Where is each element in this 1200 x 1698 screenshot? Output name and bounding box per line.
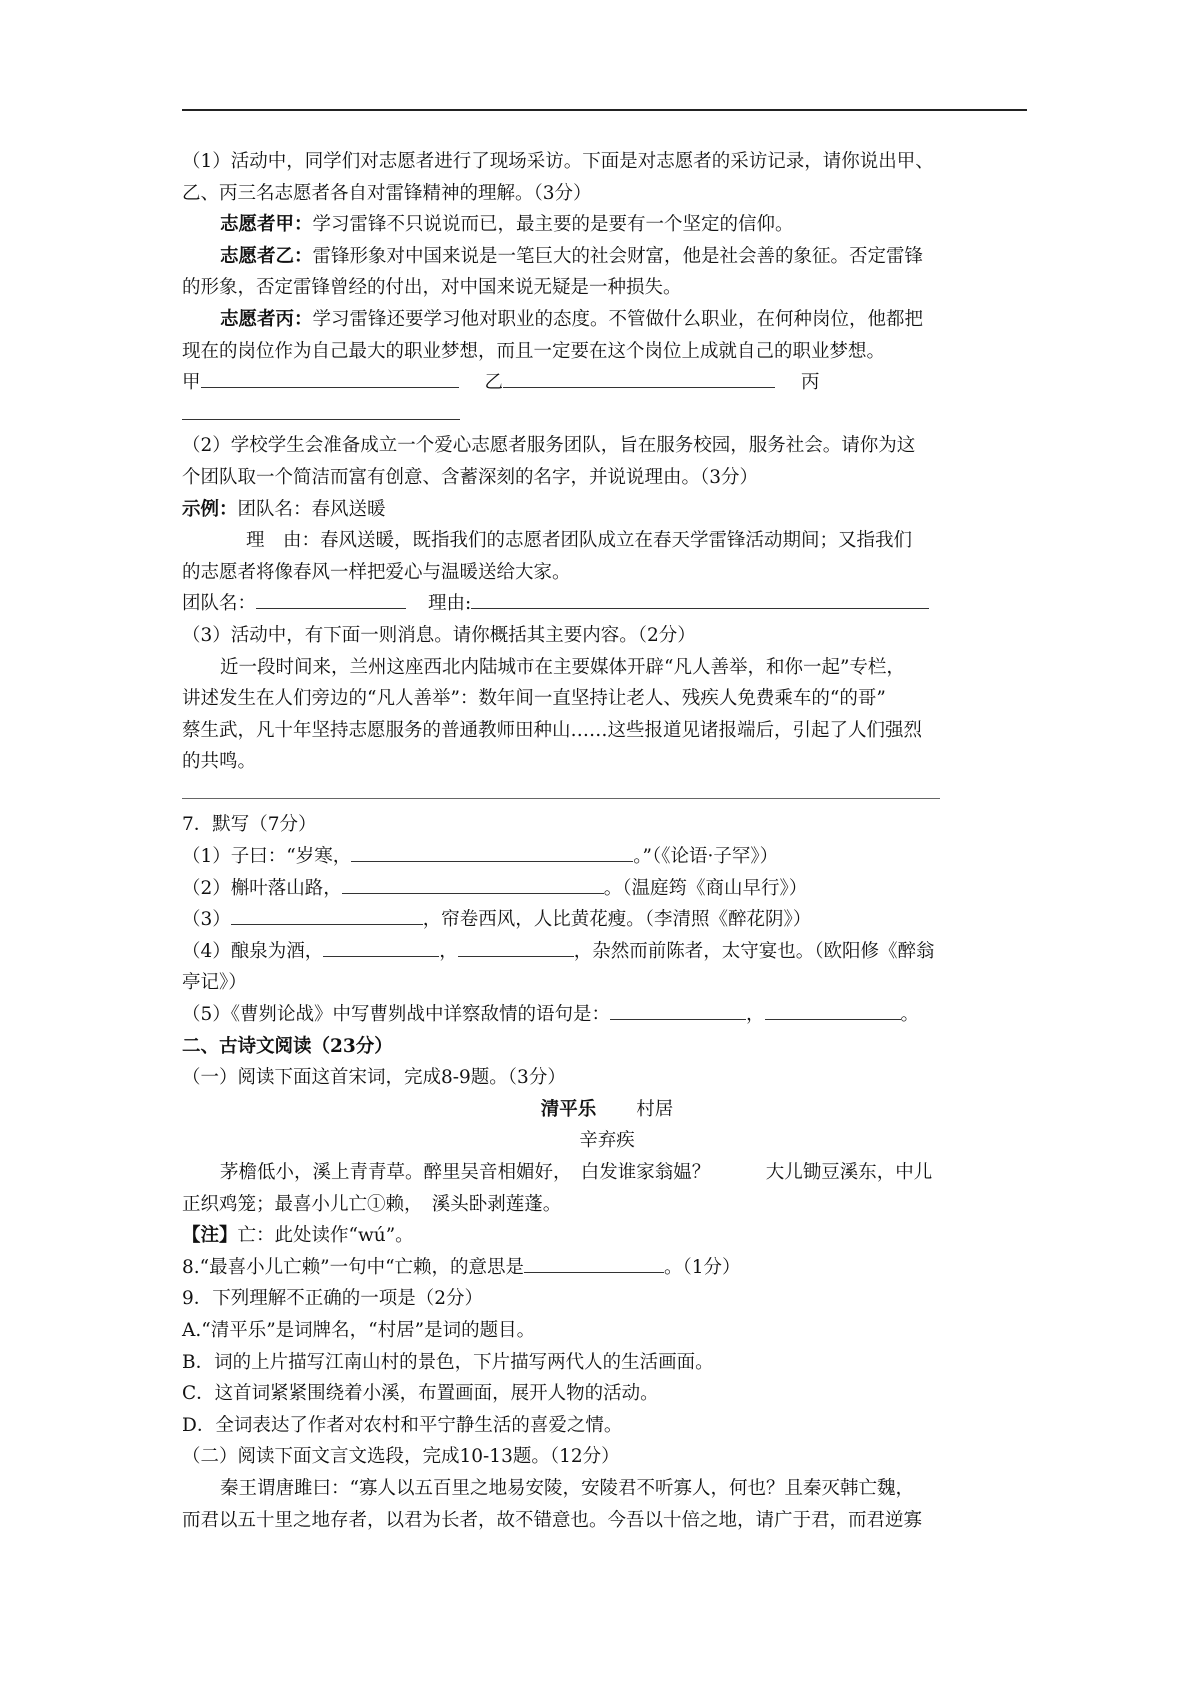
volunteer-c-text-cont: 现在的岗位作为自己最大的职业梦想，而且一定要在这个岗位上成就自己的职业梦想。 xyxy=(182,340,886,362)
q7-item2-suffix: 。（温庭筠《商山早行》） xyxy=(603,877,808,899)
poem-title: 清平乐 xyxy=(540,1098,597,1120)
q7-item5-suffix: 。 xyxy=(900,1004,920,1026)
prose-line2: 而君以五十里之地存者，以君为长者，故不错意也。今吾以十倍之地，请广于君，而君逆寡 xyxy=(182,1509,923,1531)
poem-subtitle: 村居 xyxy=(636,1098,674,1120)
q7-item5 xyxy=(182,999,1032,1031)
volunteer-b-text-cont: 的形象，否定雷锋曾经的付出，对中国来说无疑是一种损失。 xyxy=(182,277,682,299)
volunteer-a-line xyxy=(182,209,1032,241)
volunteer-a-text: 学习雷锋不只说说而已，最主要的是要有一个坚定的信仰。 xyxy=(312,214,794,236)
example-reason-cont: 的志愿者将像春风一样把爱心与温暖送给大家。 xyxy=(182,561,571,583)
q8-suffix: 。（1分） xyxy=(664,1256,741,1278)
q7-item1-blank[interactable] xyxy=(351,841,633,862)
q6-part3: （3）活动中，有下面一则消息。请你概括其主要内容。（2分） xyxy=(182,624,696,646)
q9: 9．下列理解不正确的一项是（2分） xyxy=(182,1288,484,1310)
answer-c-label: 丙 xyxy=(801,372,820,394)
example-reason-label: 理 由： xyxy=(246,530,321,552)
q7-item3-suffix: ，帘卷西风，人比黄花瘦。（李清照《醉花阴》） xyxy=(422,909,812,931)
team-name-blank[interactable] xyxy=(256,588,406,609)
answer-c-line xyxy=(182,399,1032,431)
poem-line1: 茅檐低小，溪上青青草。醉里吴音相媚好， 白发谁家翁媪？ 大儿锄豆溪东，中儿 xyxy=(220,1162,933,1183)
news-line2: 讲述发生在人们旁边的“凡人善举”：数年间一直坚持让老人、残疾人免费乘车的“的哥” xyxy=(182,688,886,710)
answer-c-blank[interactable] xyxy=(182,399,460,420)
answer-line-abc xyxy=(182,367,1032,399)
answer-b-label: 乙 xyxy=(484,372,504,394)
q9-option-c: C．这首词紧紧围绕着小溪，布置画面，展开人物的活动。 xyxy=(182,1383,659,1405)
example-team-name: 团队名：春风送暖 xyxy=(237,498,386,520)
q7-item3 xyxy=(182,904,1032,936)
q7-item2-prefix: （2）槲叶落山路， xyxy=(182,877,342,899)
q9-option-b: B．词的上片描写江南山村的景色，下片描写两代人的生活画面。 xyxy=(182,1351,714,1373)
volunteer-c-line xyxy=(182,304,1032,336)
q8-blank[interactable] xyxy=(524,1252,664,1273)
volunteer-b-label: 志愿者乙： xyxy=(220,245,313,267)
q7-item2 xyxy=(182,873,1032,905)
q7-item1-suffix: 。”（《论语·子罕》） xyxy=(633,846,779,868)
team-name-label: 团队名： xyxy=(182,593,257,615)
q8 xyxy=(182,1252,1032,1284)
news-line4: 的共鸣。 xyxy=(182,751,257,773)
answer-a-blank[interactable] xyxy=(201,367,459,388)
note-label: 【注】 xyxy=(182,1225,238,1247)
poem-title-line xyxy=(182,1094,1032,1126)
q7-item5-comma: ， xyxy=(746,1004,765,1026)
poem-note xyxy=(182,1220,1032,1252)
q7-item4 xyxy=(182,936,1032,968)
q7-item4-blank1[interactable] xyxy=(323,936,439,957)
q6-part2-line1: （2）学校学生会准备成立一个爱心志愿者服务团队，旨在服务校园，服务社会。请你为这 xyxy=(182,435,916,457)
q7-item1 xyxy=(182,841,1032,873)
answer-b-blank[interactable] xyxy=(503,367,775,388)
reason-label: 理由: xyxy=(428,593,472,615)
example-reason-line xyxy=(182,525,1032,557)
q7-item4-cont: 亭记》） xyxy=(182,972,247,994)
q7-item3-prefix: （3） xyxy=(182,909,231,931)
q8-prefix: 8.“最喜小儿亡赖”一句中“亡赖，的意思是 xyxy=(182,1256,525,1278)
volunteer-b-line xyxy=(182,241,1032,273)
example-line xyxy=(182,494,1032,526)
q7-item4-blank2[interactable] xyxy=(458,936,574,957)
volunteer-a-label: 志愿者甲： xyxy=(220,214,313,236)
news-line3: 蔡生武，凡十年坚持志愿服务的普通教师田种山……这些报道见诸报端后，引起了人们强烈 xyxy=(182,719,923,741)
volunteer-b-text: 雷锋形象对中国来说是一笔巨大的社会财富，他是社会善的象征。否定雷锋 xyxy=(312,245,924,267)
q6-part1-line2: 乙、丙三名志愿者各自对雷锋精神的理解。（3分） xyxy=(182,182,592,204)
q7-title: 7．默写（7分） xyxy=(182,814,317,836)
section2-sub2: （二）阅读下面文言文选段，完成10-13题。（12分） xyxy=(182,1446,620,1468)
q9-option-a: A.“清平乐”是词牌名，“村居”是词的题目。 xyxy=(182,1319,536,1341)
prose-line1: 秦王谓唐雎曰：“寡人以五百里之地易安陵，安陵君不听寡人，何也？且秦灭韩亡魏， xyxy=(220,1477,914,1499)
q7-item5-blank2[interactable] xyxy=(765,999,901,1020)
q9-option-d: D．全词表达了作者对农村和平宁静生活的喜爱之情。 xyxy=(182,1414,623,1436)
q7-item2-blank[interactable] xyxy=(342,873,604,894)
news-line1: 近一段时间来，兰州这座西北内陆城市在主要媒体开辟“凡人善举，和你一起”专栏， xyxy=(220,656,905,678)
q7-item4-suffix: ，杂然而前陈者，太守宴也。（欧阳修《醉翁 xyxy=(573,940,935,962)
volunteer-c-text: 学习雷锋还要学习他对职业的态度。不管做什么职业，在何种岗位，他都把 xyxy=(312,308,924,330)
poem-line2: 正织鸡笼；最喜小儿亡①赖， 溪头卧剥莲蓬。 xyxy=(182,1193,562,1215)
section2-sub1: （一）阅读下面这首宋词，完成8-9题。（3分） xyxy=(182,1067,566,1089)
reason-blank[interactable] xyxy=(471,588,929,609)
q7-item1-prefix: （1）子曰：“岁寒， xyxy=(182,846,352,868)
summary-blank[interactable] xyxy=(182,778,940,799)
summary-answer-line xyxy=(182,778,1032,810)
answer-a-label: 甲 xyxy=(182,372,201,394)
q7-item4-comma: ， xyxy=(439,940,458,962)
q7-item5-prefix: （5）《曹刿论战》中写曹刿战中详察敌情的语句是： xyxy=(182,1004,611,1026)
section2-title: 二、古诗文阅读（23分） xyxy=(182,1035,393,1057)
q7-item4-prefix: （4）酿泉为酒， xyxy=(182,940,324,962)
q7-item5-blank1[interactable] xyxy=(610,999,746,1020)
header-rule xyxy=(182,109,1027,111)
q7-item3-blank[interactable] xyxy=(231,904,423,925)
example-reason-text: 春风送暖，既指我们的志愿者团队成立在春天学雷锋活动期间；又指我们 xyxy=(320,530,913,552)
volunteer-c-label: 志愿者丙： xyxy=(220,308,313,330)
team-answer-line xyxy=(182,588,1032,620)
example-label: 示例： xyxy=(182,498,238,520)
q6-part1-line1: （1）活动中，同学们对志愿者进行了现场采访。下面是对志愿者的采访记录，请你说出甲、 xyxy=(182,151,934,172)
poem-author: 辛弃疾 xyxy=(579,1130,635,1152)
note-text: 亡：此处读作“wú”。 xyxy=(237,1225,414,1247)
q6-part2-line2: 个团队取一个简洁而富有创意、含蓄深刻的名字，并说说理由。（3分） xyxy=(182,466,759,488)
exam-page xyxy=(182,146,1032,1536)
